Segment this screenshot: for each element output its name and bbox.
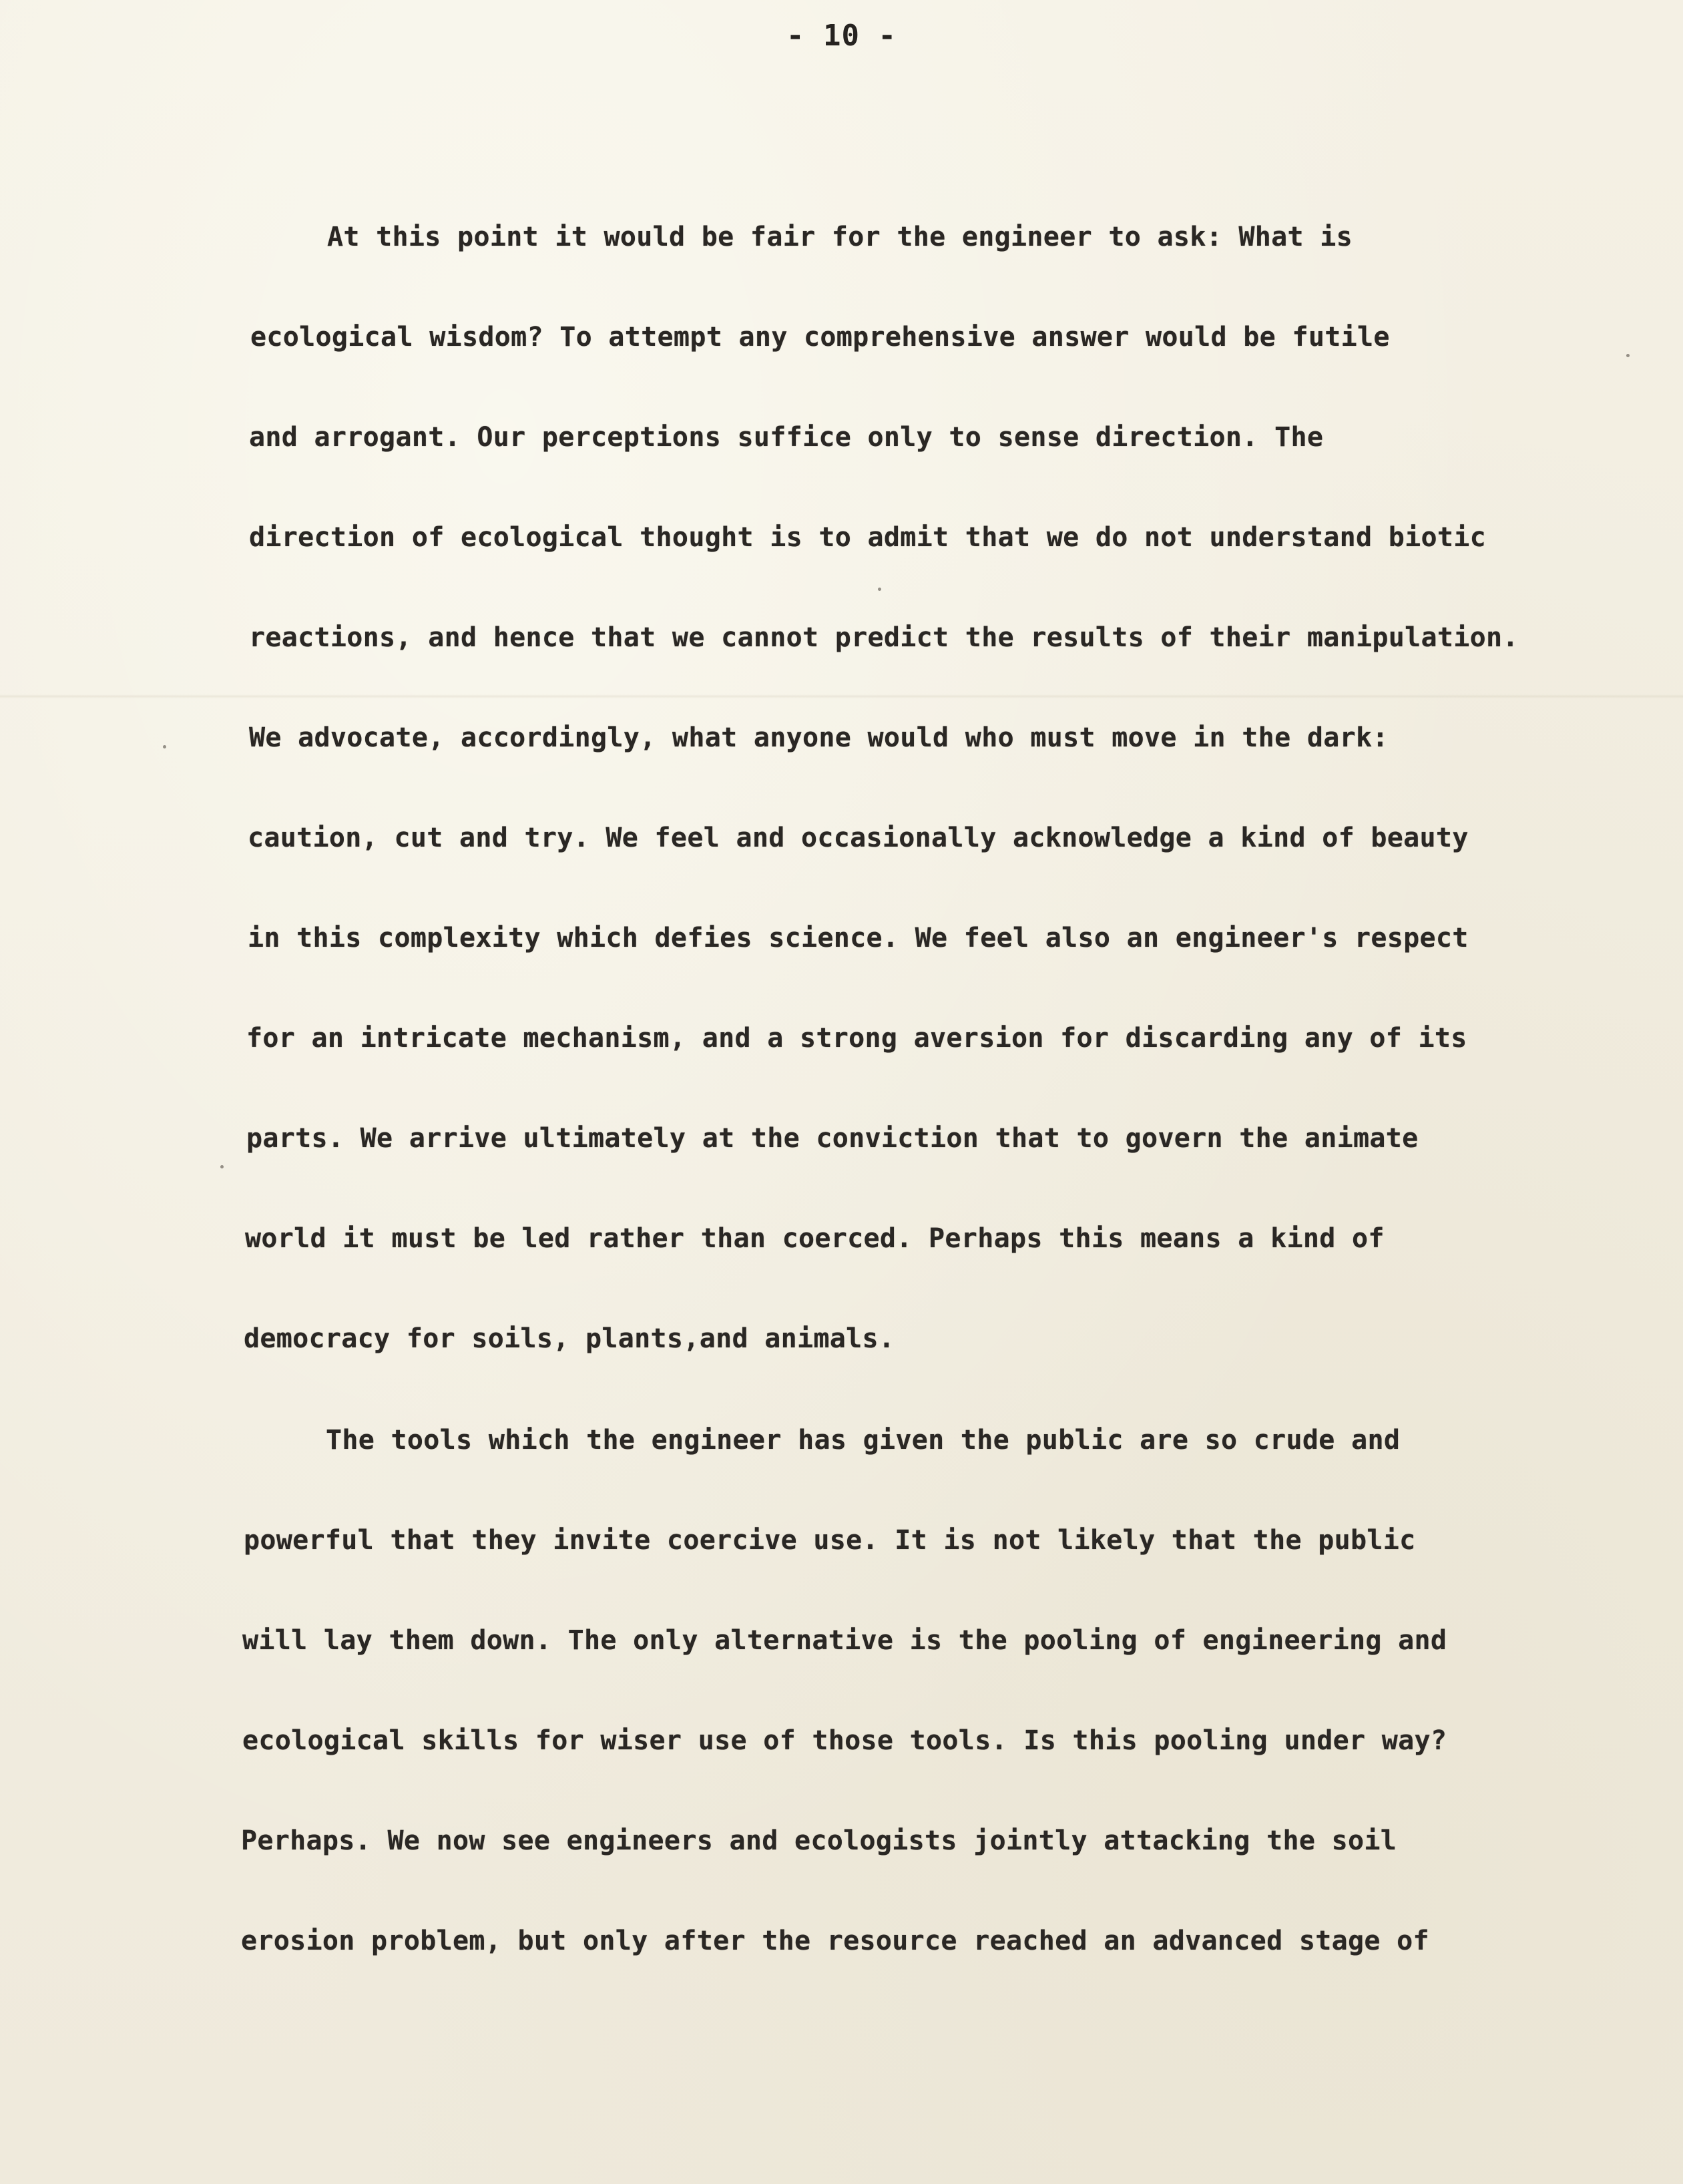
text-line: erosion problem, but only after the resource reached an advanced stage of <box>241 1926 1429 1956</box>
paper-speck <box>1626 354 1630 357</box>
text-line: caution, cut and try. We feel and occasionally acknowledge a kind of beauty <box>248 823 1469 853</box>
text-line: reactions, and hence that we cannot predict the results of their manipulation. <box>249 622 1519 653</box>
text-line: and arrogant. Our perceptions suffice only to sense direction. The <box>249 422 1324 453</box>
paper-speck <box>878 588 881 591</box>
text-line: world it must be led rather than coerced. Perhaps this means a kind of <box>245 1223 1385 1254</box>
text-line: for an intricate mechanism, and a strong aversion for discarding any of its <box>246 1023 1467 1054</box>
text-line: will lay them down. The only alternative is the pooling of engineering and <box>242 1625 1447 1656</box>
text-line: Perhaps. We now see engineers and ecologists jointly attacking the soil <box>241 1825 1397 1856</box>
paper-speck <box>220 1165 224 1168</box>
text-line: ecological skills for wiser use of those tools. Is this pooling under way? <box>242 1725 1447 1756</box>
text-line: direction of ecological thought is to admit that we do not understand biotic <box>249 522 1487 553</box>
text-line: powerful that they invite coercive use. It is not likely that the public <box>244 1525 1416 1556</box>
paper-fold-shadow <box>0 694 1683 698</box>
text-line: We advocate, accordingly, what anyone would who must move in the dark: <box>249 722 1389 753</box>
text-line: democracy for soils, plants,and animals. <box>244 1323 895 1354</box>
text-line: At this point it would be fair for the engineer to ask: What is <box>327 222 1353 252</box>
text-line: ecological wisdom? To attempt any comprehensive answer would be futile <box>250 322 1390 353</box>
text-line: The tools which the engineer has given the public are so crude and <box>326 1425 1401 1456</box>
text-line: in this complexity which defies science. We feel also an engineer's respect <box>248 923 1469 953</box>
page-number: - 10 - <box>786 19 897 53</box>
paper-speck <box>163 745 166 748</box>
text-line: parts. We arrive ultimately at the conviction that to govern the animate <box>246 1123 1419 1154</box>
